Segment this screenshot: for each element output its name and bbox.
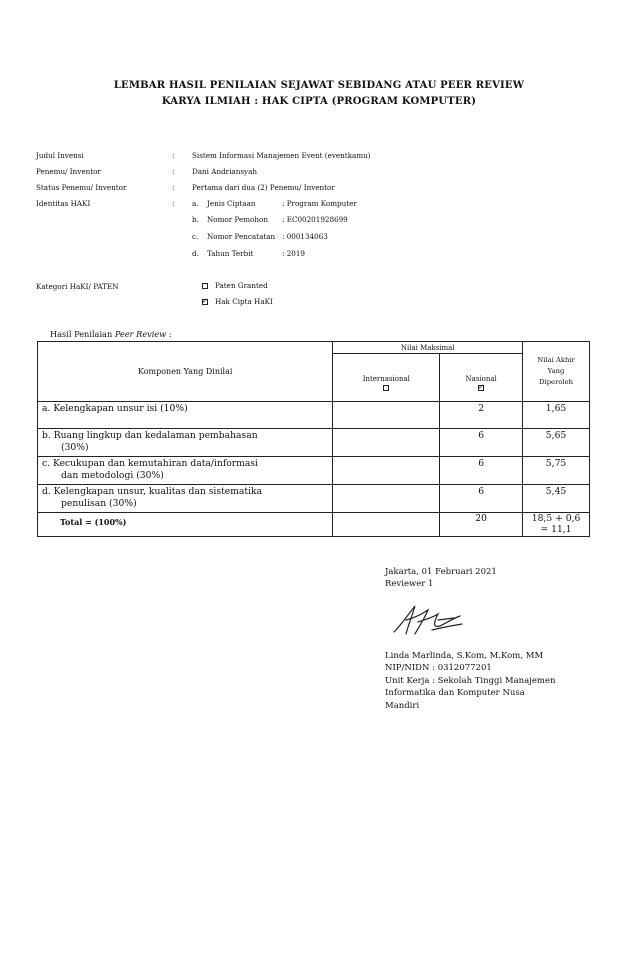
status-value: Pertama dari dua (2) Penemu/ Inventor <box>192 183 335 192</box>
signature-image <box>388 600 468 640</box>
haki-item-value: : Program Komputer <box>282 199 357 208</box>
checkbox-unchecked-icon[interactable] <box>383 385 389 391</box>
internasional-cell <box>333 485 440 513</box>
nilai-akhir-header-line: Diperoleh <box>539 378 573 386</box>
document-title-line-2: KARYA ILMIAH : HAK CIPTA (PROGRAM KOMPUTER) <box>161 96 477 107</box>
nasional-cell: 20 <box>440 513 523 537</box>
nilai-akhir-cell: 5,75 <box>523 457 590 485</box>
signature-nip: NIP/NIDN : 0312077201 <box>385 663 492 673</box>
nasional-cell: 6 <box>440 429 523 457</box>
nilai-akhir-header-line: Nilai Akhir <box>537 356 575 364</box>
nilai-akhir-cell: 1,65 <box>523 402 590 429</box>
penemu-value: Dani Andriansyah <box>192 167 257 176</box>
signature-place-date: Jakarta, 01 Februari 2021 <box>385 567 497 577</box>
haki-item-num: b. <box>192 215 199 224</box>
nilai-akhir-line: 18,5 + 0,6 <box>531 513 581 524</box>
komponen-line: b. Ruang lingkup dan kedalaman pembahasan <box>42 430 258 441</box>
haki-item-key: Jenis Ciptaan <box>207 199 256 208</box>
haki-item-key: Tahun Terbit <box>207 249 254 258</box>
nasional-header-label: Nasional <box>465 374 497 383</box>
nasional-cell: 2 <box>440 402 523 429</box>
haki-item-key: Nomor Pemohon <box>207 215 268 224</box>
haki-item-num: c. <box>192 232 199 241</box>
colon: : <box>172 183 175 192</box>
table-row <box>38 485 590 513</box>
kategori-option-label: Hak Cipta HaKI <box>215 297 273 306</box>
haki-item-value: : 2019 <box>282 249 305 258</box>
kategori-option-paten[interactable] <box>202 281 268 290</box>
komponen-line: c. Kecukupan dan kemutahiran data/informasi <box>42 458 258 469</box>
komponen-line: a. Kelengkapan unsur isi (10%) <box>42 403 188 414</box>
nilai-akhir-line: = 11,1 <box>540 524 572 535</box>
signature-name: Linda Marlinda, S.Kom, M.Kom, MM <box>385 651 544 661</box>
komponen-line: dan metodologi (30%) <box>61 470 164 481</box>
hasil-suffix: : <box>166 329 172 339</box>
haki-item-num: d. <box>192 249 199 258</box>
nilai-akhir-header-line: Yang <box>547 367 565 375</box>
internasional-header-label: Internasional <box>362 374 410 383</box>
internasional-cell <box>333 402 440 429</box>
total-label: Total = (100%) <box>38 513 333 537</box>
checkbox-checked-icon[interactable] <box>202 299 208 305</box>
haki-item-key: Nomor Pencatatan <box>207 232 276 241</box>
kategori-option-hak-cipta[interactable] <box>202 297 273 306</box>
internasional-cell <box>333 429 440 457</box>
internasional-cell <box>333 513 440 537</box>
peer-review-table <box>37 341 590 537</box>
checkbox-checked-icon[interactable] <box>478 385 484 391</box>
nasional-header <box>440 354 523 402</box>
komponen-cell <box>38 402 333 429</box>
nilai-akhir-cell: 5,65 <box>523 429 590 457</box>
signature-unit-line: Informatika dan Komputer Nusa <box>385 688 525 698</box>
checkbox-unchecked-icon[interactable] <box>202 283 208 289</box>
haki-label: Identitas HAKI <box>36 199 91 208</box>
komponen-line: d. Kelengkapan unsur, kualitas dan sistematika <box>42 486 263 497</box>
hasil-italic: Peer Review <box>114 329 167 339</box>
signature-unit-line: Unit Kerja : Sekolah Tinggi Manajemen <box>385 676 556 686</box>
internasional-cell <box>333 457 440 485</box>
document-title-line-1: LEMBAR HASIL PENILAIAN SEJAWAT SEBIDANG ATAU PEER REVIEW <box>113 80 525 91</box>
kategori-option-label: Paten Granted <box>215 281 268 290</box>
colon: : <box>172 167 175 176</box>
komponen-cell <box>38 429 333 457</box>
komponen-cell <box>38 485 333 513</box>
nilai-akhir-cell <box>523 513 590 537</box>
status-label: Status Penemu/ Inventor <box>36 183 127 192</box>
nasional-cell: 6 <box>440 485 523 513</box>
nilai-akhir-cell: 5,45 <box>523 485 590 513</box>
table-row <box>38 457 590 485</box>
nilai-akhir-header <box>523 342 590 402</box>
haki-item-num: a. <box>192 199 199 208</box>
komponen-line: penulisan (30%) <box>61 498 137 509</box>
colon: : <box>172 151 175 160</box>
judul-label: Judul Invensi <box>36 151 84 160</box>
internasional-header <box>333 354 440 402</box>
penemu-label: Penemu/ Inventor <box>36 167 101 176</box>
signature-reviewer: Reviewer 1 <box>385 579 434 589</box>
nilai-maksimal-header: Nilai Maksimal <box>333 342 523 354</box>
komponen-cell <box>38 457 333 485</box>
hasil-penilaian-heading <box>50 329 172 339</box>
nasional-cell: 6 <box>440 457 523 485</box>
kategori-label: Kategori HaKI/ PATEN <box>36 282 119 291</box>
signature-unit-line: Mandiri <box>385 701 420 711</box>
table-row <box>38 402 590 429</box>
komponen-header: Komponen Yang Dinilai <box>38 342 333 402</box>
table-row-total <box>38 513 590 537</box>
hasil-prefix: Hasil Penilaian <box>50 329 115 339</box>
haki-item-value: : EC00201928699 <box>282 215 348 224</box>
colon: : <box>172 199 175 208</box>
haki-item-value: : 000134063 <box>282 232 328 241</box>
komponen-line: (30%) <box>61 442 89 453</box>
table-row <box>38 429 590 457</box>
judul-value: Sistem Informasi Manajemen Event (eventkamu) <box>192 151 371 160</box>
